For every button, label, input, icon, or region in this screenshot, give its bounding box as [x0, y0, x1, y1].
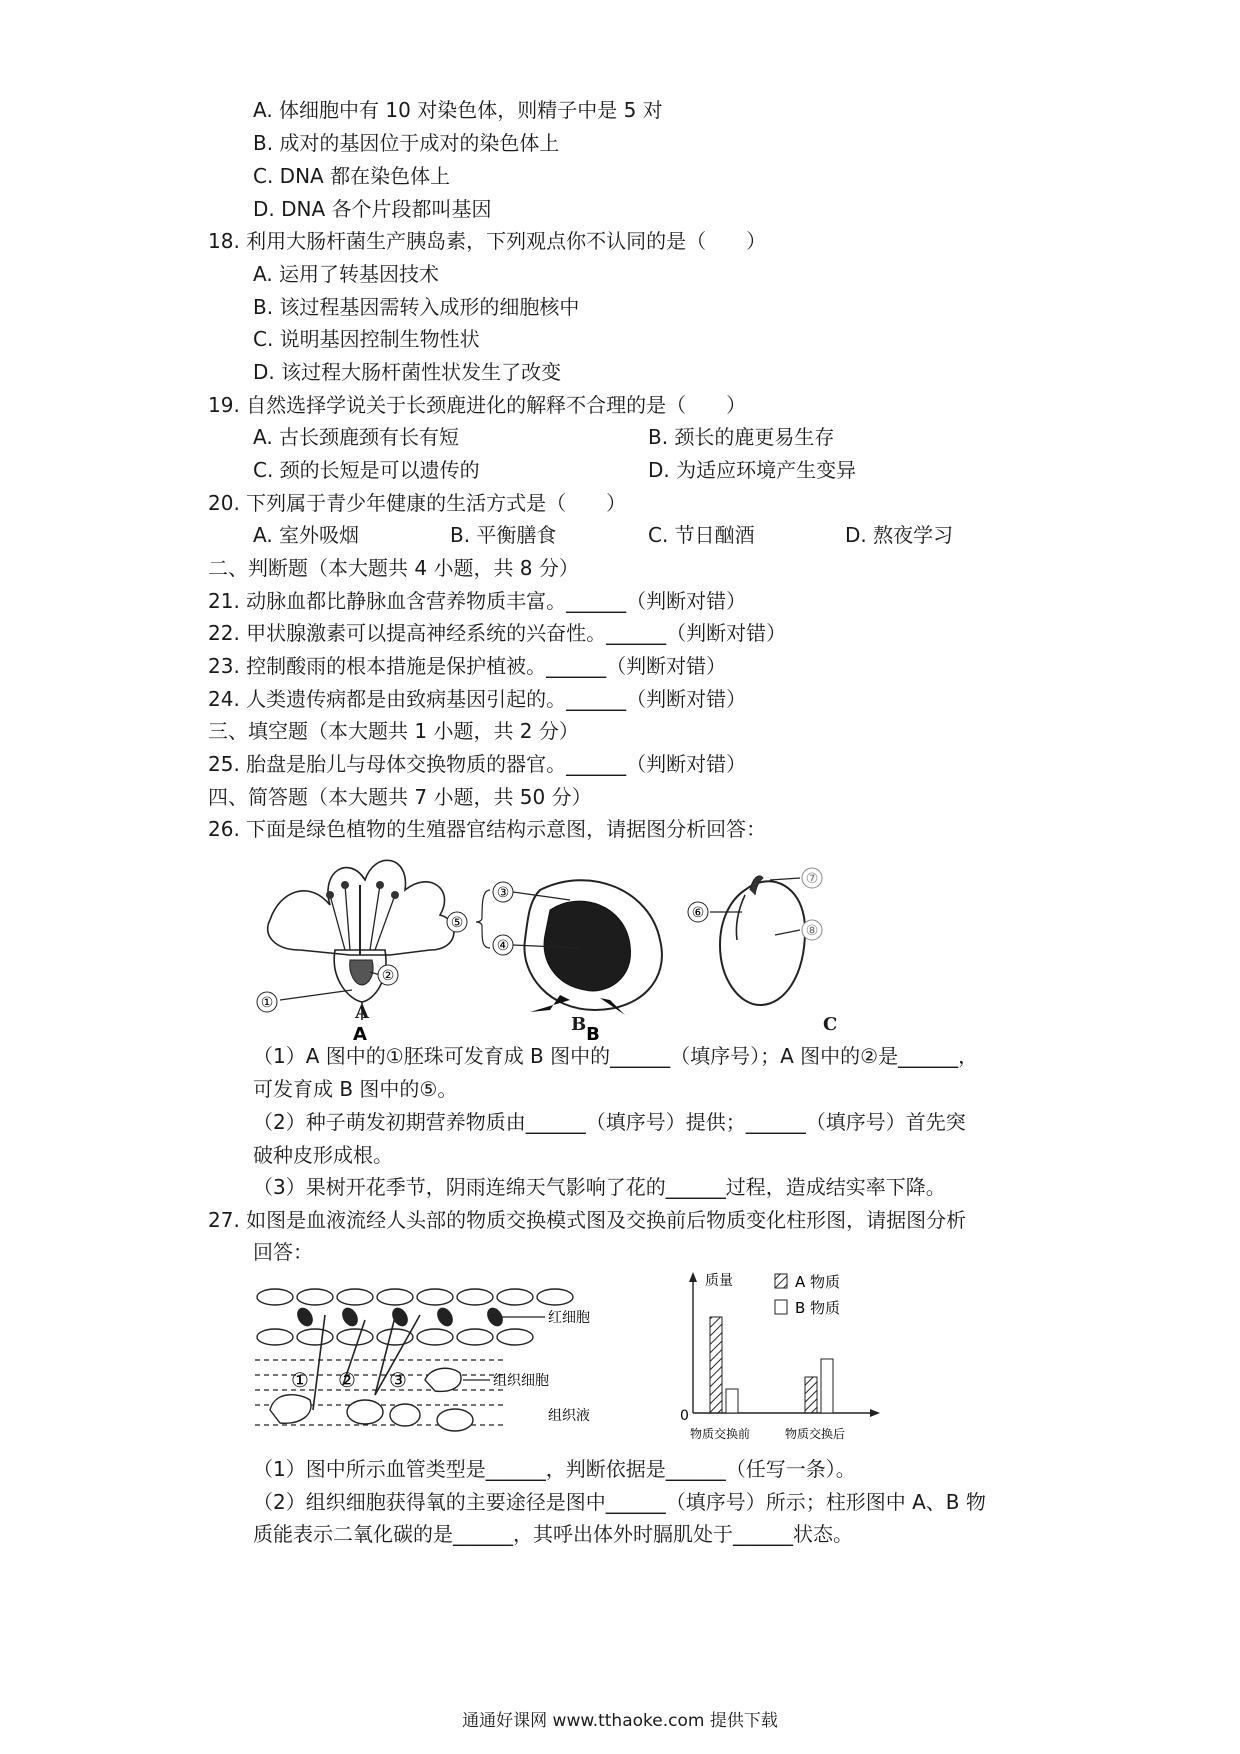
bar-a-0 — [710, 1317, 722, 1413]
section-short-answer-heading: 四、简答题（本大题共 7 小题，共 50 分） — [208, 785, 592, 809]
label-marker-7: ⑦ — [805, 871, 819, 887]
exchange-marker-2: ② — [338, 1368, 356, 1392]
q19-option-c: C. 颈的长短是可以遗传的 — [253, 458, 480, 482]
label-marker-5: ⑤ — [450, 915, 464, 931]
q26-part2-line2: 破种皮形成根。 — [253, 1143, 393, 1167]
category-label-0: 物质交换前 — [689, 1427, 751, 1441]
q20-option-b: B. 平衡膳食 — [450, 523, 557, 547]
legend-swatch-a — [775, 1274, 787, 1288]
q19-option-d: D. 为适应环境产生变异 — [648, 458, 857, 482]
bar-a-1 — [805, 1377, 817, 1413]
capillary-exchange-diagram — [255, 1275, 615, 1445]
q20-option-d: D. 熬夜学习 — [845, 523, 954, 547]
label-tissue-cell: 组织细胞 — [493, 1373, 549, 1389]
legend-swatch-b — [775, 1300, 787, 1314]
legend-a: A 物质 — [795, 1273, 841, 1291]
q17-option-d: D. DNA 各个片段都叫基因 — [253, 197, 492, 221]
q26-part1-line1: （1）A 图中的①胚珠可发育成 B 图中的______（填序号）；A 图中的②是______， — [253, 1044, 979, 1068]
fig-label-b: B — [586, 1024, 600, 1045]
label-red-blood-cell: 红细胞 — [548, 1310, 590, 1326]
label-marker-4: ④ — [496, 938, 510, 954]
q19-option-b: B. 颈长的鹿更易生存 — [648, 425, 835, 449]
page-footer: 通通好课网 www.tthaoke.com 提供下载 — [462, 1711, 778, 1731]
zero-label: 0 — [680, 1408, 689, 1424]
section-judgment-heading: 二、判断题（本大题共 4 小题，共 8 分） — [208, 556, 579, 580]
label-marker-3: ③ — [496, 885, 510, 901]
label-marker-1: ① — [260, 995, 274, 1011]
q26-part2-line1: （2）种子萌发初期营养物质由______（填序号）提供；______（填序号）首先突 — [253, 1110, 966, 1134]
q18-option-c: C. 说明基因控制生物性状 — [253, 327, 480, 351]
bar-b-1 — [821, 1359, 833, 1413]
q26-part1-line2: 可发育成 B 图中的⑤。 — [253, 1077, 458, 1101]
q20-option-a: A. 室外吸烟 — [253, 523, 360, 547]
bar-b-0 — [726, 1389, 738, 1413]
fig-label-c-text: C — [823, 1014, 838, 1035]
label-marker-2: ② — [381, 968, 395, 984]
q24: 24. 人类遗传病都是由致病基因引起的。______（判断对错） — [208, 687, 747, 711]
q27-part1: （1）图中所示血管类型是______，判断依据是______（任写一条）。 — [253, 1457, 856, 1481]
q26-stem: 26. 下面是绿色植物的生殖器官结构示意图，请据图分析回答： — [208, 817, 767, 841]
q17-option-c: C. DNA 都在染色体上 — [253, 164, 451, 188]
label-tissue-fluid: 组织液 — [548, 1408, 590, 1424]
q18-stem: 18. 利用大肠杆菌生产胰岛素，下列观点你不认同的是（ ） — [208, 229, 767, 253]
q17-option-a: A. 体细胞中有 10 对染色体，则精子中是 5 对 — [253, 98, 663, 122]
q21: 21. 动脉血都比静脉血含营养物质丰富。______（判断对错） — [208, 589, 747, 613]
q25: 25. 胎盘是胎儿与母体交换物质的器官。______（判断对错） — [208, 752, 747, 776]
fruit-diagram-b — [447, 880, 662, 1045]
q20-stem: 20. 下列属于青少年健康的生活方式是（ ） — [208, 491, 627, 515]
legend-b: B 物质 — [795, 1299, 841, 1317]
q27-stem-line2: 回答： — [253, 1240, 313, 1264]
q23: 23. 控制酸雨的根本措施是保护植被。______（判断对错） — [208, 654, 727, 678]
label-marker-8: ⑧ — [805, 923, 819, 939]
fig-label-a: A — [353, 1024, 367, 1045]
q18-option-a: A. 运用了转基因技术 — [253, 262, 440, 286]
substance-change-bar-chart — [665, 1270, 885, 1445]
q27-part2-line2: 质能表示二氧化碳的是______，其呼出体外时膈肌处于______状态。 — [253, 1522, 853, 1546]
q27-part2-line1: （2）组织细胞获得氧的主要途径是图中______（填序号）所示；柱形图中 A、B 物 — [253, 1490, 986, 1514]
exchange-marker-1: ① — [291, 1368, 309, 1392]
fig-label-b-text: B — [571, 1014, 587, 1035]
q18-option-d: D. 该过程大肠杆菌性状发生了改变 — [253, 360, 562, 384]
exchange-marker-3: ③ — [389, 1368, 407, 1392]
q19-option-a: A. 古长颈鹿颈有长有短 — [253, 425, 460, 449]
y-axis-label: 质量 — [705, 1273, 733, 1289]
q17-option-b: B. 成对的基因位于成对的染色体上 — [253, 131, 560, 155]
section-fill-heading: 三、填空题（本大题共 1 小题，共 2 分） — [208, 719, 579, 743]
fig-label-a-text: A — [355, 1002, 369, 1023]
q18-option-b: B. 该过程基因需转入成形的细胞核中 — [253, 295, 580, 319]
category-label-1: 物质交换后 — [784, 1427, 846, 1441]
q22: 22. 甲状腺激素可以提高神经系统的兴奋性。______（判断对错） — [208, 621, 787, 645]
q27-stem-line1: 27. 如图是血液流经人头部的物质交换模式图及交换前后物质变化柱形图，请据图分析 — [208, 1208, 967, 1232]
label-marker-6: ⑥ — [691, 905, 705, 921]
q26-part3: （3）果树开花季节，阴雨连绵天气影响了花的______过程，造成结实率下降。 — [253, 1175, 946, 1199]
seed-diagram-c — [688, 868, 822, 1005]
q19-stem: 19. 自然选择学说关于长颈鹿进化的解释不合理的是（ ） — [208, 393, 747, 417]
q20-option-c: C. 节日酗酒 — [648, 523, 755, 547]
